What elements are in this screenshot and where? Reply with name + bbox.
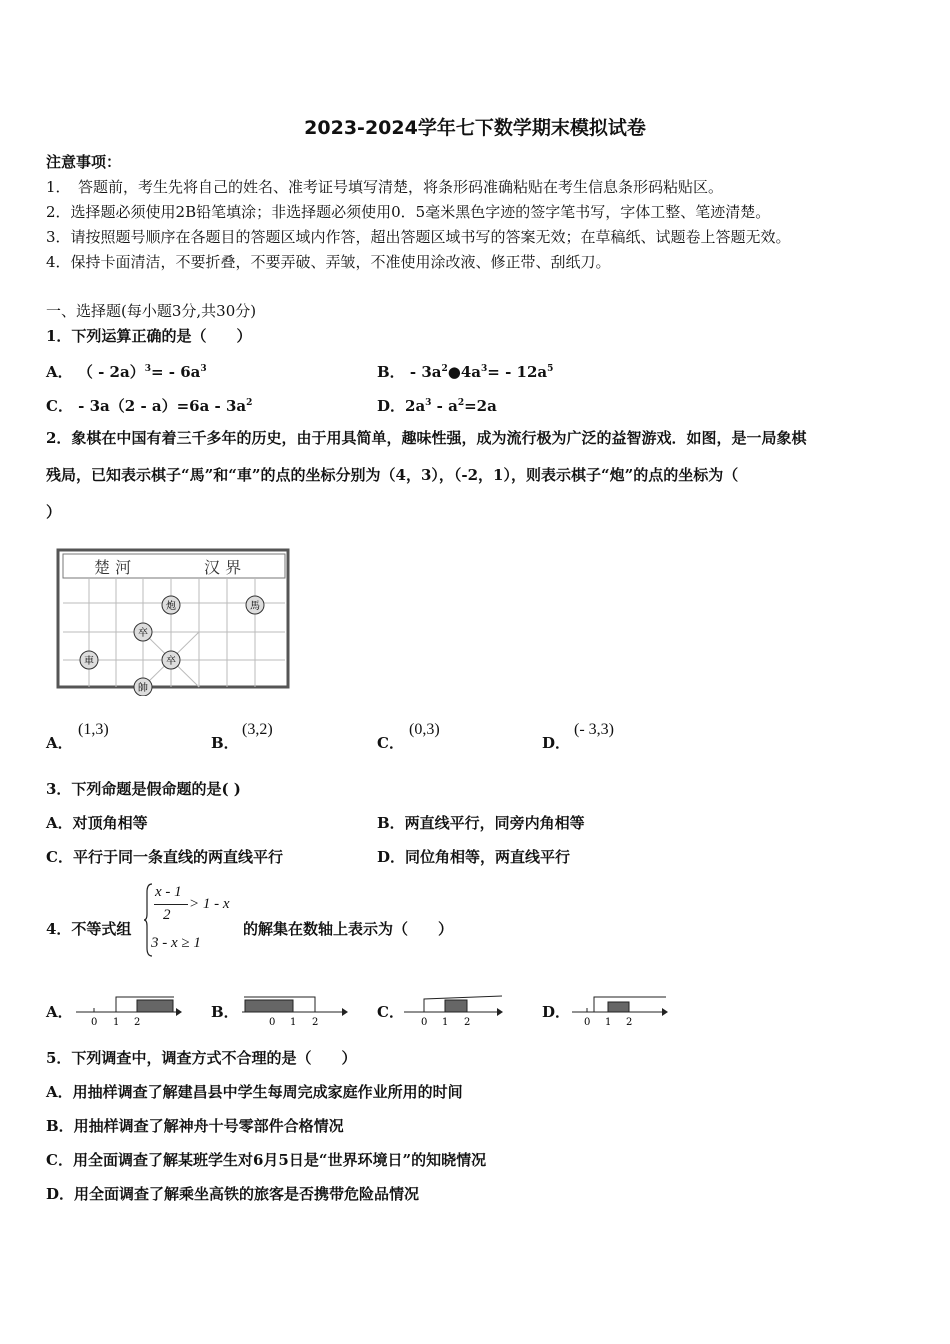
q4-option-c-label: C． <box>377 1003 404 1021</box>
svg-text:0: 0 <box>584 1017 591 1028</box>
svg-text:車: 車 <box>84 656 94 667</box>
q2-line-1: 2．象棋在中国有着三千多年的历史，由于用具简单，趣味性强，成为流行极为广泛的益智游戏．如图，是一局象棋 <box>46 429 807 447</box>
q4-stem-pre: 4．不等式组 <box>46 920 132 938</box>
svg-text:馬: 馬 <box>250 601 260 612</box>
svg-text:0: 0 <box>269 1017 276 1028</box>
chess-board-figure <box>54 546 294 696</box>
q2-option-d-value: (- 3,3) <box>574 721 614 738</box>
notice-heading: 注意事项： <box>46 153 122 171</box>
q4-number-line-a <box>74 992 184 1028</box>
q1-option-c: C． - $3a(2 - a)=6a - 3a^2$ <box>46 397 253 415</box>
svg-text:2: 2 <box>626 1017 633 1028</box>
q3-option-b: B．两直线平行，同旁内角相等 <box>377 814 585 832</box>
svg-text:0: 0 <box>91 1017 98 1028</box>
q5-stem: 5．下列调查中，调查方式不合理的是（ ） <box>46 1049 357 1067</box>
q3-option-d: D．同位角相等，两直线平行 <box>377 848 571 866</box>
q2-option-b-value: (3,2) <box>242 721 273 738</box>
svg-text:卒: 卒 <box>138 628 148 639</box>
q1-stem: 1．下列运算正确的是（ ） <box>46 327 252 345</box>
notice-item-4: 4．保持卡面清洁，不要折叠，不要弄破、弄皱，不准使用涂改液、修正带、刮纸刀。 <box>46 253 611 271</box>
q5-option-c: C．用全面调查了解某班学生对6月5日是“世界环境日”的知晓情况 <box>46 1151 487 1169</box>
svg-text:2: 2 <box>134 1017 141 1028</box>
q2-option-a-label: A． <box>46 734 73 752</box>
notice-item-1: 1． 答题前，考生先将自己的姓名、准考证号填写清楚，将条形码准确粘贴在考生信息条形码粘贴区。 <box>46 178 724 196</box>
notice-item-3: 3．请按照题号顺序在各题目的答题区域内作答，超出答题区域书写的答案无效；在草稿纸、试题卷上答题无效。 <box>46 228 791 246</box>
q1-option-d: D．$2a^3 - a^2=2a$ <box>377 397 497 415</box>
q4-option-d-label: D． <box>542 1003 571 1021</box>
svg-text:1: 1 <box>290 1017 297 1028</box>
svg-text:1: 1 <box>442 1017 449 1028</box>
svg-text:0: 0 <box>421 1017 428 1028</box>
q3-stem: 3．下列命题是假命题的是( ) <box>46 780 241 798</box>
q2-line-3: ） <box>46 503 62 521</box>
q4-number-line-b <box>240 992 355 1028</box>
q4-number-line-d <box>570 992 675 1028</box>
svg-text:2: 2 <box>464 1017 471 1028</box>
svg-text:卒: 卒 <box>166 656 176 667</box>
q2-option-c-label: C． <box>377 734 404 752</box>
q5-option-b: B．用抽样调查了解神舟十号零部件合格情况 <box>46 1117 344 1135</box>
river-label-left: 楚 河 <box>94 558 132 577</box>
q5-option-a: A．用抽样调查了解建昌县中学生每周完成家庭作业所用的时间 <box>46 1083 463 1101</box>
q2-line-2: 残局，已知表示棋子“馬”和“車”的点的坐标分别为（4，3），（-2，1），则表示棋子“炮”的点的坐标为（ <box>46 466 739 484</box>
q4-stem-post: 的解集在数轴上表示为（ ） <box>243 920 454 938</box>
river-label-right: 汉 界 <box>204 558 242 577</box>
svg-text:1: 1 <box>605 1017 612 1028</box>
q4-option-a-label: A． <box>46 1003 73 1021</box>
q5-option-d: D．用全面调查了解乘坐高铁的旅客是否携带危险品情况 <box>46 1185 420 1203</box>
q4-number-line-c <box>402 992 517 1028</box>
q4-inequality-system: x - 1 2 > 1 - x 3 - x ≥ 1 <box>143 882 243 958</box>
q1-option-a: A． （ - $2a)^3= - 6a^3$ <box>46 363 207 381</box>
page-title: 2023-2024学年七下数学期末模拟试卷 <box>304 117 646 139</box>
section-heading: 一、选择题(每小题3分,共30分) <box>46 302 257 320</box>
q1-option-b: B． - $3a^2●4a^3= - 12a^5$ <box>377 363 554 381</box>
notice-item-2: 2．选择题必须使用2B铅笔填涂；非选择题必须使用0．5毫米黑色字迹的签字笔书写，字体工整、笔迹清楚。 <box>46 203 771 221</box>
q3-option-a: A．对顶角相等 <box>46 814 148 832</box>
q2-option-b-label: B． <box>211 734 239 752</box>
q3-option-c: C．平行于同一条直线的两直线平行 <box>46 848 283 866</box>
q2-option-a-value: (1,3) <box>78 721 109 738</box>
svg-text:1: 1 <box>113 1017 120 1028</box>
q4-option-b-label: B． <box>211 1003 239 1021</box>
svg-text:炮: 炮 <box>166 601 176 612</box>
q2-option-c-value: (0,3) <box>409 721 440 738</box>
q2-option-d-label: D． <box>542 734 571 752</box>
svg-text:2: 2 <box>312 1017 319 1028</box>
svg-text:帥: 帥 <box>138 683 148 694</box>
